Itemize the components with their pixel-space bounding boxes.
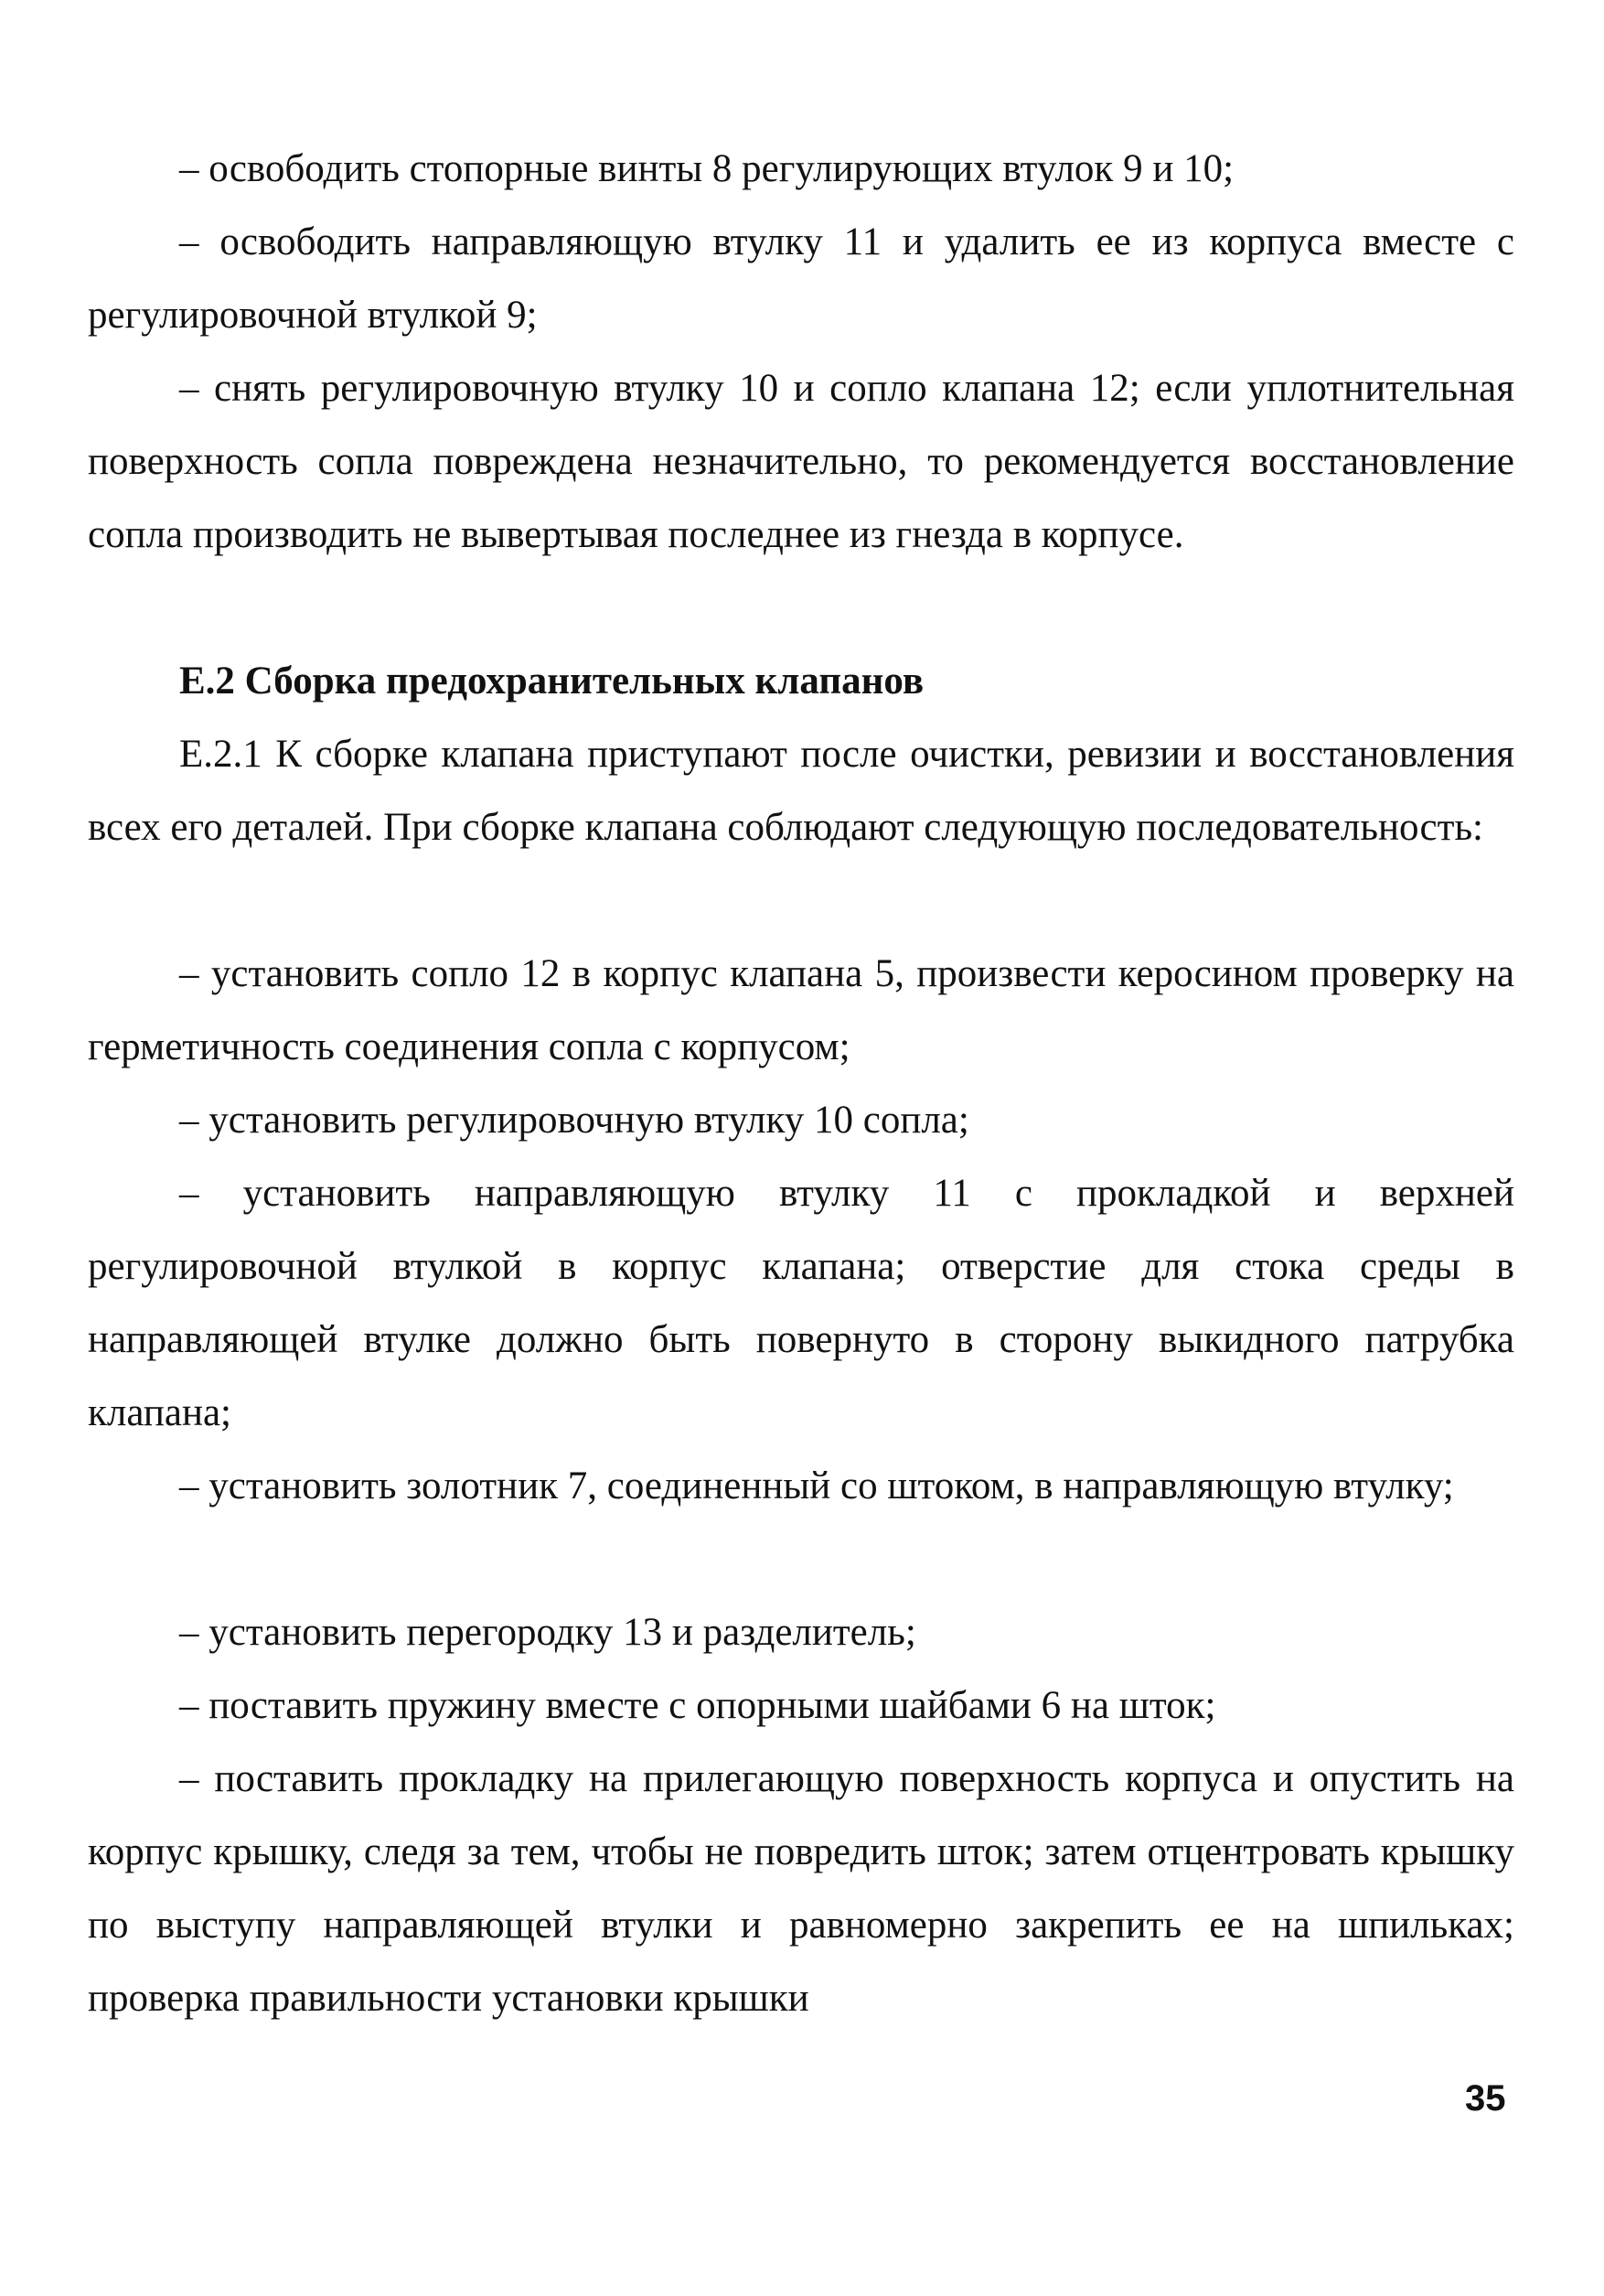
paragraph-install-partition: – установить перегородку 13 и разделитель; bbox=[179, 1611, 916, 1654]
paragraph-assembly-intro: Е.2.1 К сборке клапана приступают после очистки, ревизии и восстановления всех его деталей. При сборке клапана соблюдают следующую последовательность: bbox=[88, 733, 1514, 849]
paragraph-install-gasket-cover: – поставить прокладку на прилегающую поверхность корпуса и опустить на корпус крышку, следя за тем, чтобы не повредить шток; затем отцентровать крышку по выступу направляющей втулки и равномерно закрепить ее на шпильках; проверка правильности установки крышки bbox=[88, 1757, 1514, 2020]
paragraph-install-spring: – поставить пружину вместе с опорными шайбами 6 на шток; bbox=[179, 1684, 1216, 1727]
section-heading: Е.2 Сборка предохранительных клапанов bbox=[179, 660, 925, 703]
paragraph-install-adjusting-sleeve: – установить регулировочную втулку 10 сопла; bbox=[179, 1099, 969, 1142]
paragraph-install-spool: – установить золотник 7, соединенный со штоком, в направляющую втулку; bbox=[179, 1465, 1454, 1507]
paragraph-remove-nozzle: – снять регулировочную втулку 10 и сопло клапана 12; если уплотнительная поверхность сопла повреждена незначительно, то рекомендуется восстановление сопла производить не вывертывая последнее из гнезда в корпусе. bbox=[88, 367, 1514, 556]
paragraph-install-nozzle: – установить сопло 12 в корпус клапана 5, произвести керосином проверку на герметичность соединения сопла с корпусом; bbox=[88, 952, 1514, 1068]
paragraph-release-guide-sleeve: – освободить направляющую втулку 11 и удалить ее из корпуса вместе с регулировочной втулкой 9; bbox=[88, 220, 1514, 337]
paragraph-release-set-screws: – освободить стопорные винты 8 регулирующих втулок 9 и 10; bbox=[179, 147, 1235, 190]
paragraph-install-guide-sleeve: – установить направляющую втулку 11 с прокладкой и верхней регулировочной втулкой в корпус клапана; отверстие для стока среды в направляющей втулке должно быть повернуто в сторону выкидного патрубка клапана; bbox=[88, 1172, 1514, 1434]
page-number: 35 bbox=[1465, 2078, 1506, 2119]
